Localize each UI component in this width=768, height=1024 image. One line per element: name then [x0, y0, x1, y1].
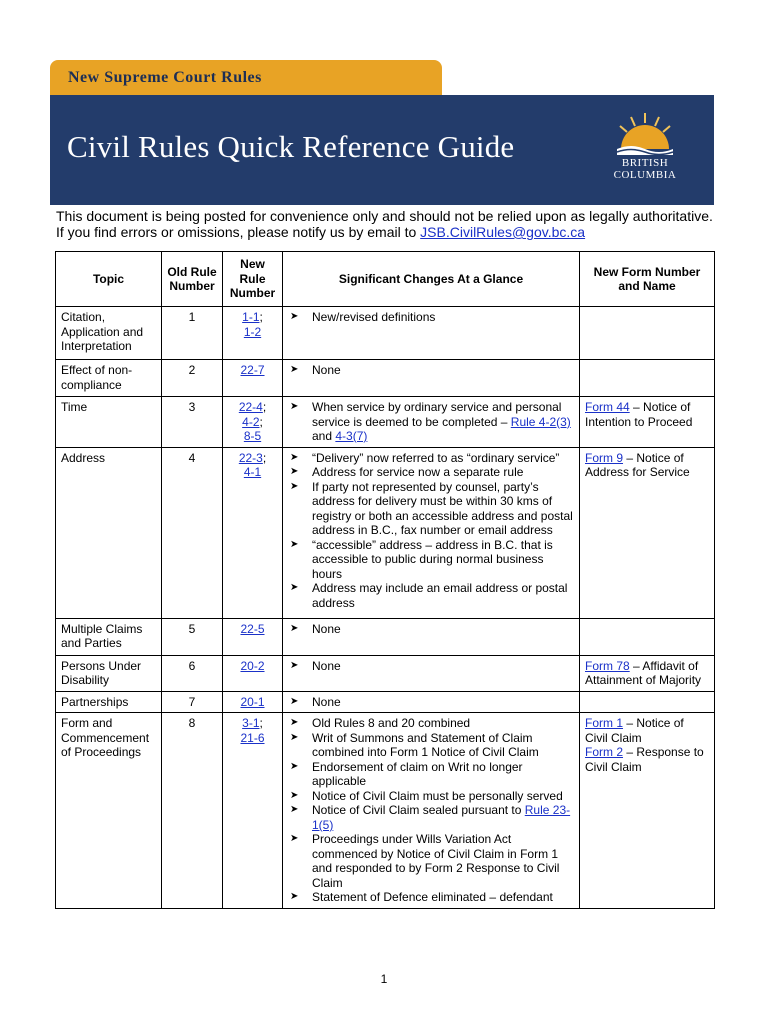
change-item: ➤ New/revised definitions [288, 310, 574, 325]
cell-topic: Multiple Claims and Parties [56, 618, 162, 655]
table-header-row [56, 252, 715, 307]
cell-new-rule: 22-4; 4-2; 8-5 [223, 397, 283, 448]
header-new-rule: New Rule Number [223, 252, 283, 307]
change-item: ➤ “accessible” address – address in B.C. that is accessible to public during normal business hours [288, 538, 574, 582]
change-item: ➤ None [288, 695, 574, 710]
cell-old-rule: 6 [162, 655, 223, 691]
cell-new-form [580, 307, 715, 360]
changes-list [288, 400, 574, 444]
cell-changes [283, 447, 580, 618]
cell-changes [283, 655, 580, 691]
cell-topic: Form and Commencement of Proceedings [56, 713, 162, 909]
cell-old-rule: 4 [162, 447, 223, 618]
page-title: Civil Rules Quick Reference Guide [67, 129, 515, 164]
cell-old-rule: 5 [162, 618, 223, 655]
logo-text-columbia: COLUMBIA [613, 169, 677, 181]
new-rule-link[interactable]: 22-3 [238, 450, 263, 465]
cell-topic: Time [56, 397, 162, 448]
change-item: ➤ Address may include an email address or postal address [288, 581, 574, 610]
changes-list [288, 695, 574, 710]
cell-new-form: Form 9 – Notice of Address for Service [580, 447, 715, 618]
changes-list [288, 310, 574, 325]
new-rule-link[interactable]: 20-1 [240, 694, 265, 709]
new-rule-link[interactable]: 4-1 [243, 465, 262, 479]
table-row [56, 713, 715, 909]
changes-list [288, 622, 574, 637]
change-item: ➤ Statement of Defence eliminated – defendant [288, 890, 574, 905]
table-row [56, 307, 715, 360]
change-item: ➤ Writ of Summons and Statement of Claim combined into Form 1 Notice of Civil Claim [288, 731, 574, 760]
cell-new-form: Form 1 – Notice of Civil Claim Form 2 – Response to Civil Claim [580, 713, 715, 909]
table-row [56, 397, 715, 448]
cell-new-rule [223, 691, 283, 713]
cell-changes [283, 397, 580, 448]
changes-list [288, 451, 574, 611]
form-link[interactable]: Form 1 [585, 716, 624, 730]
new-rule-link[interactable]: 8-5 [243, 429, 262, 443]
disclaimer-line-1: This document is being posted for convenience only and should not be relied upon as legally authoritative. [56, 208, 713, 224]
disclaimer [56, 208, 736, 240]
bc-logo [595, 111, 695, 191]
change-item: ➤ Proceedings under Wills Variation Act commenced by Notice of Civil Claim in Form 1 and responded to by Form 2 Response to Civil Claim [288, 832, 574, 890]
cell-new-form [580, 691, 715, 713]
header-tab [50, 60, 442, 96]
cell-old-rule: 1 [162, 307, 223, 360]
change-rule-link[interactable]: Rule 4-2(3) [510, 414, 571, 429]
table-row [56, 618, 715, 655]
cell-old-rule: 7 [162, 691, 223, 713]
new-rule-link[interactable]: 20-2 [240, 658, 265, 673]
cell-new-rule [223, 655, 283, 691]
changes-list [288, 716, 574, 905]
cell-topic: Effect of non-compliance [56, 360, 162, 397]
change-item: ➤ If party not represented by counsel, party’s address for delivery must be within 30 kms of registry or both an accessible address and postal address in B.C., fax number or email address [288, 480, 574, 538]
table-row [56, 447, 715, 618]
new-rule-link[interactable]: 21-6 [240, 730, 265, 745]
table-row [56, 655, 715, 691]
new-rule-link[interactable]: 1-2 [243, 324, 262, 339]
new-rule-link[interactable]: 22-4 [238, 400, 263, 414]
header-old-rule: Old Rule Number [162, 252, 223, 307]
cell-new-form [580, 360, 715, 397]
new-rule-link[interactable]: 22-5 [240, 621, 265, 636]
new-rule-link[interactable]: 22-7 [240, 363, 265, 377]
header-topic: Topic [56, 252, 162, 307]
cell-changes [283, 618, 580, 655]
cell-new-rule: 3-1; 21-6 [223, 713, 283, 909]
cell-old-rule: 8 [162, 713, 223, 909]
cell-topic: Partnerships [56, 691, 162, 713]
change-item: ➤ None [288, 363, 574, 378]
header-new-form: New Form Number and Name [580, 252, 715, 307]
cell-new-rule: 22-3; 4-1 [223, 447, 283, 618]
page-number: 1 [380, 972, 388, 986]
change-rule-link[interactable]: 4-3(7) [335, 429, 368, 443]
form-link[interactable]: Form 44 [585, 400, 630, 414]
table-body [56, 307, 715, 909]
change-item: ➤ None [288, 659, 574, 674]
cell-old-rule: 3 [162, 397, 223, 448]
cell-changes [283, 691, 580, 713]
rules-table [55, 251, 715, 909]
title-banner [50, 95, 714, 205]
logo-text-british: BRITISH [621, 157, 669, 169]
change-item: ➤ “Delivery” now referred to as “ordinary service” [288, 451, 574, 466]
disclaimer-line-2 [56, 224, 736, 240]
change-item: ➤ When service by ordinary service and personal service is deemed to be completed – Rule 4-2(3) and 4-3(7) [288, 400, 574, 444]
table-row [56, 360, 715, 397]
cell-topic: Persons Under Disability [56, 655, 162, 691]
cell-changes [283, 713, 580, 909]
cell-new-form: Form 78 – Affidavit of Attainment of Majority [580, 655, 715, 691]
tab-label: New Supreme Court Rules [68, 69, 262, 86]
cell-new-form [580, 618, 715, 655]
change-item: ➤ Address for service now a separate rule [288, 465, 574, 480]
email-link[interactable]: JSB.CivilRules@gov.bc.ca [420, 224, 586, 240]
cell-changes [283, 360, 580, 397]
form-link[interactable]: Form 2 [585, 745, 624, 759]
changes-list [288, 363, 574, 378]
cell-new-rule [223, 360, 283, 397]
cell-old-rule: 2 [162, 360, 223, 397]
cell-new-rule [223, 618, 283, 655]
change-rule-link[interactable]: Rule 23-1(5) [312, 803, 571, 832]
form-link[interactable]: Form 9 [585, 450, 624, 465]
changes-list [288, 659, 574, 674]
change-item: ➤ None [288, 622, 574, 637]
change-item: ➤ Notice of Civil Claim sealed pursuant to Rule 23-1(5) [288, 803, 574, 832]
form-link[interactable]: Form 78 [585, 658, 630, 673]
change-item: ➤ Endorsement of claim on Writ no longer applicable [288, 760, 574, 789]
header-changes: Significant Changes At a Glance [283, 252, 580, 307]
disclaimer-prefix: If you find errors or omissions, please notify us by email to [56, 224, 421, 240]
change-item: ➤ Notice of Civil Claim must be personally served [288, 789, 574, 804]
table-row [56, 691, 715, 713]
new-rule-link[interactable]: 1-1 [242, 310, 260, 324]
sun-logo-icon [613, 111, 677, 157]
cell-topic: Address [56, 447, 162, 618]
cell-new-rule: 1-1; 1-2 [223, 307, 283, 360]
cell-new-form: Form 44 – Notice of Intention to Proceed [580, 397, 715, 448]
new-rule-link[interactable]: 3-1 [242, 716, 260, 730]
change-item: ➤ Old Rules 8 and 20 combined [288, 716, 574, 731]
cell-changes [283, 307, 580, 360]
cell-topic: Citation, Application and Interpretation [56, 307, 162, 360]
new-rule-link[interactable]: 4-2 [242, 414, 260, 429]
